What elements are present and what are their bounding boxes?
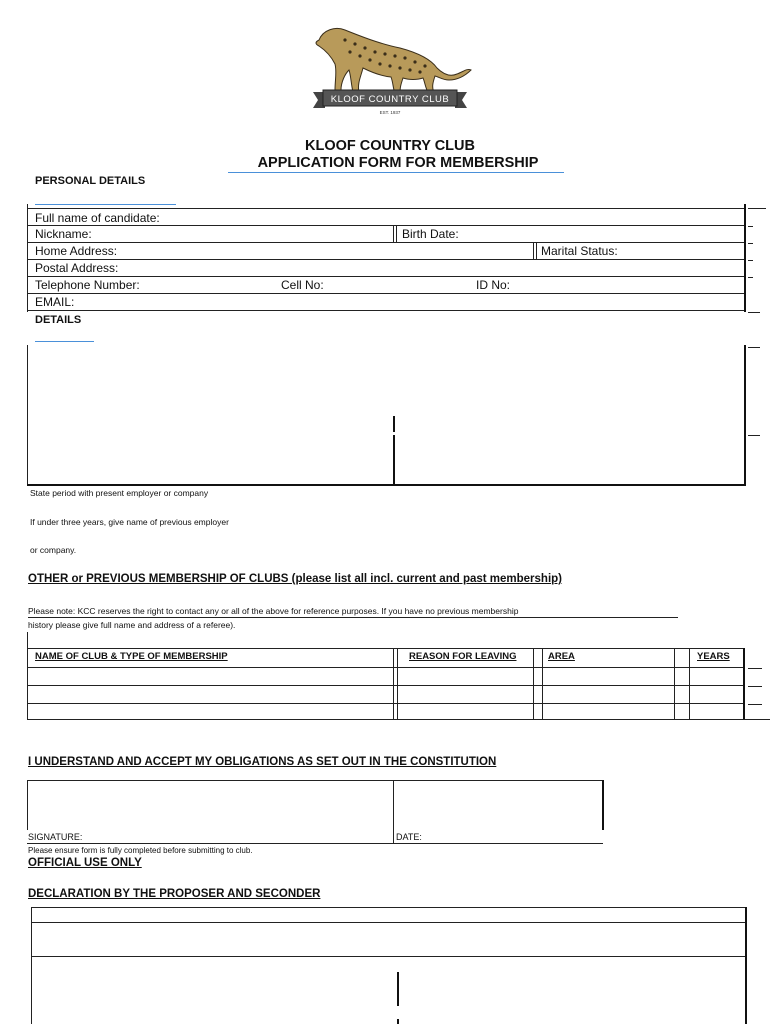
- page-subtitle: APPLICATION FORM FOR MEMBERSHIP: [257, 155, 539, 171]
- date-label: DATE:: [396, 832, 422, 842]
- club-logo: [305, 22, 475, 117]
- id-no-label: ID No:: [476, 278, 511, 292]
- logo-banner-text: KLOOF COUNTRY CLUB: [330, 94, 450, 105]
- nickname-label: Nickname:: [35, 227, 92, 241]
- page-title: KLOOF COUNTRY CLUB: [305, 138, 475, 154]
- col-club-name: NAME OF CLUB & TYPE OF MEMBERSHIP: [35, 651, 228, 662]
- full-name-label: Full name of candidate:: [35, 211, 160, 225]
- details-heading: DETAILS: [35, 314, 82, 326]
- col-area: AREA: [548, 651, 575, 662]
- clubs-note-line1: Please note: KCC reserves the right to contact any or all of the above for reference purposes. If you have no previous membership: [28, 606, 519, 616]
- home-address-label: Home Address:: [35, 244, 118, 258]
- completion-note: Please ensure form is fully completed before submitting to club.: [28, 846, 253, 855]
- col-reason-leaving: REASON FOR LEAVING: [409, 651, 517, 662]
- employer-period-note: State period with present employer or company: [30, 488, 209, 498]
- official-use-heading: OFFICIAL USE ONLY: [28, 857, 142, 869]
- postal-address-label: Postal Address:: [35, 261, 119, 275]
- email-label: EMAIL:: [35, 295, 75, 309]
- or-company-note: or company.: [30, 545, 77, 555]
- obligations-heading: I UNDERSTAND AND ACCEPT MY OBLIGATIONS AS SET OUT IN THE CONSTITUTION: [28, 756, 497, 768]
- declaration-heading: DECLARATION BY THE PROPOSER AND SECONDER: [28, 888, 321, 900]
- signature-label: SIGNATURE:: [28, 832, 83, 842]
- previous-employer-note: If under three years, give name of previous employer: [30, 517, 229, 527]
- leopard-icon: [316, 28, 471, 94]
- logo-est-text: EST. 1937: [379, 110, 401, 115]
- birth-date-label: Birth Date:: [402, 227, 459, 241]
- clubs-note-line2: history please give full name and address of a referee).: [28, 620, 236, 630]
- col-years: YEARS: [697, 651, 730, 662]
- marital-status-label: Marital Status:: [541, 244, 618, 258]
- cell-no-label: Cell No:: [281, 278, 324, 292]
- telephone-label: Telephone Number:: [35, 278, 140, 292]
- personal-details-heading: PERSONAL DETAILS: [35, 175, 146, 187]
- clubs-heading: OTHER or PREVIOUS MEMBERSHIP OF CLUBS (please list all incl. current and past membership): [28, 573, 563, 585]
